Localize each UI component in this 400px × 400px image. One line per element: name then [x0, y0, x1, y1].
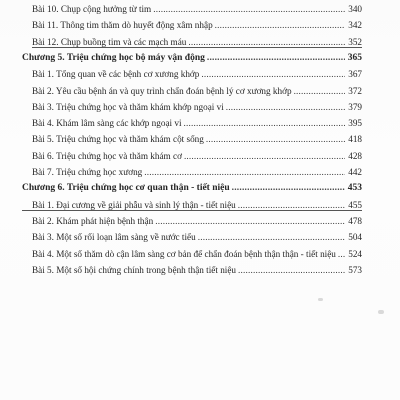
toc-entry[interactable]	[22, 14, 362, 30]
toc-leader-dots	[294, 87, 345, 96]
toc-leader-dots	[188, 38, 345, 47]
toc-leader-dots	[184, 119, 345, 128]
toc-chapter-title: Chương 6. Triệu chứng học cơ quan thận - tiết niệu	[22, 183, 230, 194]
toc-leader-dots	[207, 54, 345, 64]
toc-page-number: 504	[348, 232, 362, 243]
toc-entry[interactable]	[22, 128, 362, 144]
toc-entry-title: Bài 5. Triệu chứng học và thăm khám cột sống	[32, 134, 204, 145]
toc-leader-dots	[184, 152, 345, 161]
toc-leader-dots	[226, 103, 345, 112]
toc-page-number: 524	[348, 248, 362, 259]
toc-entry[interactable]	[22, 161, 362, 177]
toc-entry[interactable]	[22, 96, 362, 112]
toc-page-number: 372	[348, 85, 362, 96]
toc-leader-dots	[144, 168, 345, 177]
toc-entry[interactable]	[22, 0, 362, 14]
toc-leader-dots	[153, 5, 345, 14]
toc-entry-title: Bài 1. Đại cương về giải phẫu và sinh lý thận - tiết niệu	[32, 199, 236, 210]
toc-entry-title: Bài 3. Triệu chứng học và thăm khám khớp ngoại vi	[32, 101, 224, 112]
toc-page-number: 573	[348, 264, 362, 275]
toc-page-number: 442	[348, 167, 362, 178]
paper-scan-mark	[378, 310, 384, 314]
toc-page-number: 340	[348, 4, 362, 15]
toc-page-number: 367	[348, 69, 362, 80]
toc-entry[interactable]	[22, 79, 362, 95]
toc-page-number: 342	[348, 20, 362, 31]
chapter-separator-line	[22, 210, 362, 211]
toc-leader-dots	[201, 70, 345, 79]
toc-chapter-title: Chương 5. Triệu chứng học bộ máy vận động	[22, 52, 205, 63]
toc-entry-title: Bài 11. Thông tim thăm dò huyết động xâm nhập	[32, 20, 213, 31]
toc-chapter[interactable]	[22, 177, 362, 193]
toc-page-number: 379	[348, 101, 362, 112]
toc-page-number: 365	[347, 52, 362, 63]
toc-entry-title: Bài 10. Chụp cộng hưởng từ tim	[32, 4, 152, 15]
toc-page-number: 453	[347, 183, 362, 194]
toc-leader-dots	[338, 250, 345, 259]
toc-entry[interactable]	[22, 259, 362, 275]
toc-entry[interactable]	[22, 226, 362, 242]
chapter-separator-line	[32, 47, 362, 48]
toc-entry[interactable]	[22, 242, 362, 258]
toc-entry[interactable]	[22, 112, 362, 128]
toc-leader-dots	[238, 201, 345, 210]
paper-scan-mark	[318, 298, 323, 301]
toc-page-number: 418	[348, 134, 362, 145]
toc-entry-title: Bài 7. Triệu chứng học xương	[32, 167, 143, 178]
toc-entry[interactable]	[22, 210, 362, 226]
toc-leader-dots	[198, 233, 345, 242]
toc-page-number: 428	[348, 150, 362, 161]
toc-entry[interactable]	[22, 145, 362, 161]
toc-page-number: 478	[348, 215, 362, 226]
toc-entry[interactable]	[22, 31, 362, 47]
toc-chapter[interactable]	[22, 47, 362, 63]
toc-leader-dots	[238, 266, 345, 275]
toc-entry-title: Bài 2. Khám phát hiện bệnh thận	[32, 215, 154, 226]
toc-entry[interactable]	[22, 194, 362, 210]
toc-entry-title: Bài 5. Một số hội chứng chính trong bệnh thận tiết niệu	[32, 264, 237, 275]
toc-page-number: 455	[348, 199, 362, 210]
toc-entry-title: Bài 12. Chụp buồng tim và các mạch máu	[32, 36, 187, 47]
toc-leader-dots	[215, 21, 345, 30]
toc-leader-dots	[155, 217, 345, 226]
toc-entry-title: Bài 2. Yêu cầu bệnh án và quy trình chẩn đoán bệnh lý cơ xương khớp	[32, 85, 292, 96]
toc-entry-title: Bài 4. Một số thăm dò cận lâm sàng cơ bản để chẩn đoán bệnh thận thận - tiết niệu	[32, 248, 336, 259]
toc-page-number: 352	[348, 36, 362, 47]
toc-entry-title: Bài 1. Tổng quan về các bệnh cơ xương khớp	[32, 69, 200, 80]
toc-leader-dots	[206, 135, 345, 144]
table-of-contents	[22, 0, 362, 275]
toc-entry[interactable]	[22, 63, 362, 79]
toc-page-number: 395	[348, 118, 362, 129]
toc-entry-title: Bài 3. Một số rối loạn lâm sàng về nước tiểu	[32, 232, 196, 243]
toc-entry-title: Bài 6. Triệu chứng học và thăm khám cơ	[32, 150, 182, 161]
toc-leader-dots	[232, 184, 345, 194]
toc-entry-title: Bài 4. Khám lâm sàng các khớp ngoại vi	[32, 118, 182, 129]
